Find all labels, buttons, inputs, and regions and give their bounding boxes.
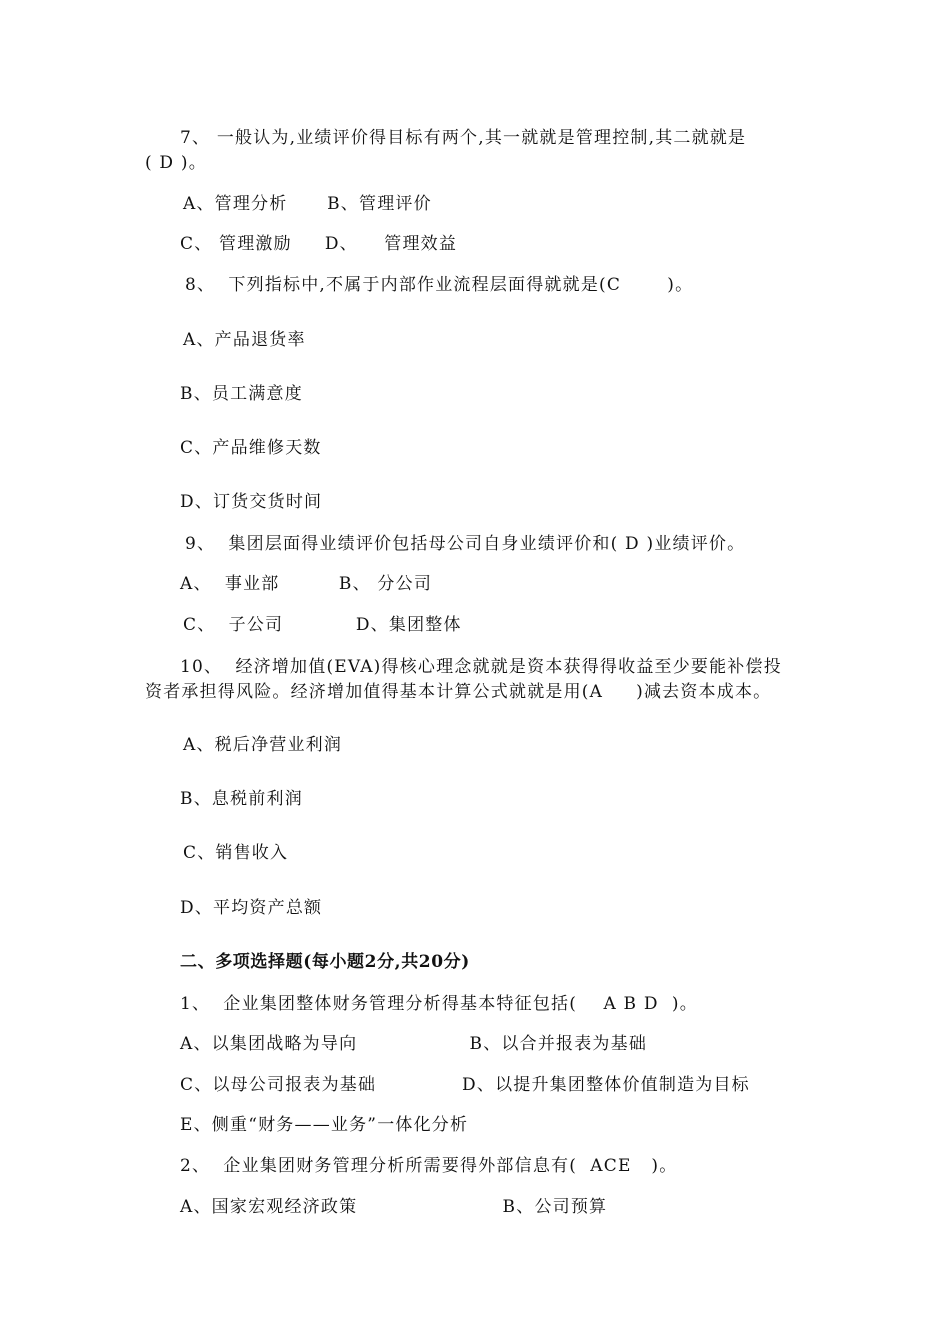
question-8-option-b: B、员工满意度 xyxy=(180,384,303,404)
question-10-option-b: B、息税前利润 xyxy=(180,789,303,809)
multi-question-2-line: 2、 企业集团财务管理分析所需要得外部信息有( ACE )。 xyxy=(180,1156,678,1176)
question-8-option-c: C、产品维修天数 xyxy=(180,438,322,458)
question-8-option-a: A、产品退货率 xyxy=(183,330,306,350)
question-7-line-1: 7、 一般认为,业绩评价得目标有两个,其一就就是管理控制,其二就就是 xyxy=(180,128,747,148)
multi-question-1-options-ab: A、以集团战略为导向 B、以合并报表为基础 xyxy=(180,1034,648,1054)
question-9-options-cd: C、 子公司 D、集团整体 xyxy=(183,615,462,635)
section-heading: 二、多项选择题(每小题2分,共20分) xyxy=(180,952,470,972)
multi-question-1-line: 1、 企业集团整体财务管理分析得基本特征包括( A B D )。 xyxy=(180,994,698,1014)
question-10-option-a: A、税后净营业利润 xyxy=(183,735,343,755)
question-8-option-d: D、订货交货时间 xyxy=(180,492,323,512)
multi-question-1-options-cd: C、以母公司报表为基础 D、以提升集团整体价值制造为目标 xyxy=(180,1075,750,1095)
question-10-line-2: 资者承担得风险。经济增加值得基本计算公式就就是用(A )减去资本成本。 xyxy=(145,682,772,702)
question-9-options-ab: A、 事业部 B、 分公司 xyxy=(180,574,433,594)
multi-question-2-options-ab: A、国家宏观经济政策 B、公司预算 xyxy=(180,1197,608,1217)
question-10-option-d: D、平均资产总额 xyxy=(180,898,323,918)
multi-question-1-option-e: E、侧重“财务——业务”一体化分析 xyxy=(180,1115,469,1135)
question-7-options-ab: A、管理分析 B、管理评价 xyxy=(183,194,432,214)
question-10-option-c: C、销售收入 xyxy=(183,843,289,863)
question-10-line-1: 10、 经济增加值(EVA)得核心理念就就是资本获得得收益至少要能补偿投 xyxy=(180,657,782,677)
question-8-line: 8、 下列指标中,不属于内部作业流程层面得就就是(C )。 xyxy=(185,275,694,295)
question-7-options-cd: C、 管理激励 D、 管理效益 xyxy=(180,234,458,254)
question-9-line: 9、 集团层面得业绩评价包括母公司自身业绩评价和( D )业绩评价。 xyxy=(185,534,746,554)
question-7-line-2: ( D )。 xyxy=(145,153,207,173)
